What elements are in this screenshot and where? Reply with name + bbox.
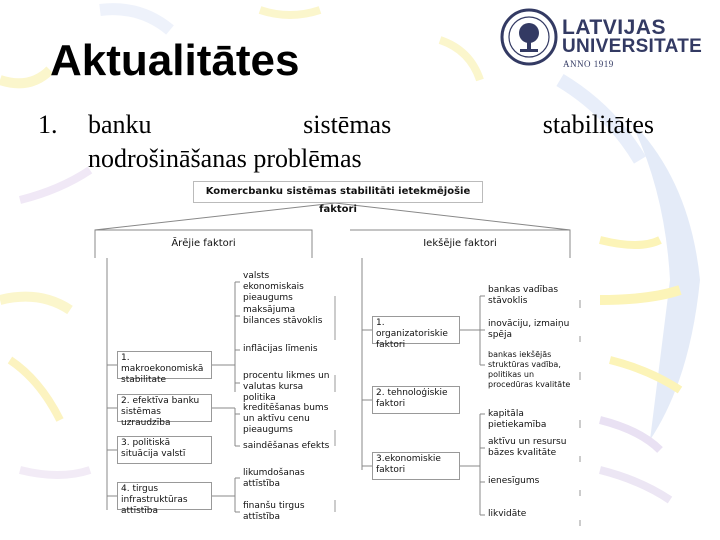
external-group-3: 3. politiskā situācija valstī <box>117 436 212 464</box>
external-factor: likumdošanas attīstība <box>243 468 305 489</box>
external-factor: inflācijas līmenis <box>243 344 318 354</box>
internal-group-2: 2. tehnoloģiskie faktori <box>372 386 460 414</box>
logo-line1: LATVIJAS <box>562 16 666 39</box>
internal-factor: kapitāla pietiekamība <box>488 409 547 430</box>
logo-line3: ANNO 1919 <box>563 59 614 69</box>
point-word-3: stabilitātes <box>542 110 654 139</box>
internal-factor: bankas iekšējās struktūras vadība, politikas un procedūras kvalitāte <box>488 350 571 389</box>
external-factor: kreditēšanas bums un aktīvu cenu pieaugums <box>243 403 329 435</box>
internal-group-3: 3.ekonomiskie faktori <box>372 452 460 480</box>
internal-group-1: 1. organizatoriskie faktori <box>372 316 460 344</box>
internal-factor: likvidāte <box>488 509 527 519</box>
logo-line2: UNIVERSITATE <box>562 36 703 57</box>
external-factors-header: Ārējie faktori <box>171 238 236 249</box>
point-line2: nodrošināšanas problēmas <box>88 144 362 173</box>
point-word-1: banku <box>88 110 152 139</box>
diagram-root: Komercbanku sistēmas stabilitāti ietekmējošie faktori <box>193 181 483 203</box>
internal-factor: inovāciju, izmaiņu spēja <box>488 319 570 340</box>
internal-factor: bankas vadības stāvoklis <box>488 285 559 306</box>
point-word-2: sistēmas <box>303 110 392 139</box>
external-factor: procentu likmes un valutas kursa politika <box>243 371 330 403</box>
external-group-2: 2. efektīva banku sistēmas uzraudzība <box>117 394 212 422</box>
external-group-4: 4. tirgus infrastruktūras attīstība <box>117 482 212 510</box>
external-factor: valsts ekonomiskais pieaugums <box>243 271 304 303</box>
internal-factor: ienesīgums <box>488 476 540 486</box>
external-group-1: 1. makroekonomiskā stabilitate <box>117 351 212 379</box>
bullet-number: 1. <box>38 110 58 139</box>
external-factor: saindēšanas efekts <box>243 441 330 451</box>
internal-factor: aktīvu un resursu bāzes kvalitāte <box>488 437 567 458</box>
external-factor: maksājuma bilances stāvoklis <box>243 305 323 326</box>
internal-factors-header: Iekšējie faktori <box>423 238 497 249</box>
external-factor: finanšu tirgus attīstība <box>243 501 305 522</box>
slide-title: Aktualitātes <box>50 36 300 85</box>
